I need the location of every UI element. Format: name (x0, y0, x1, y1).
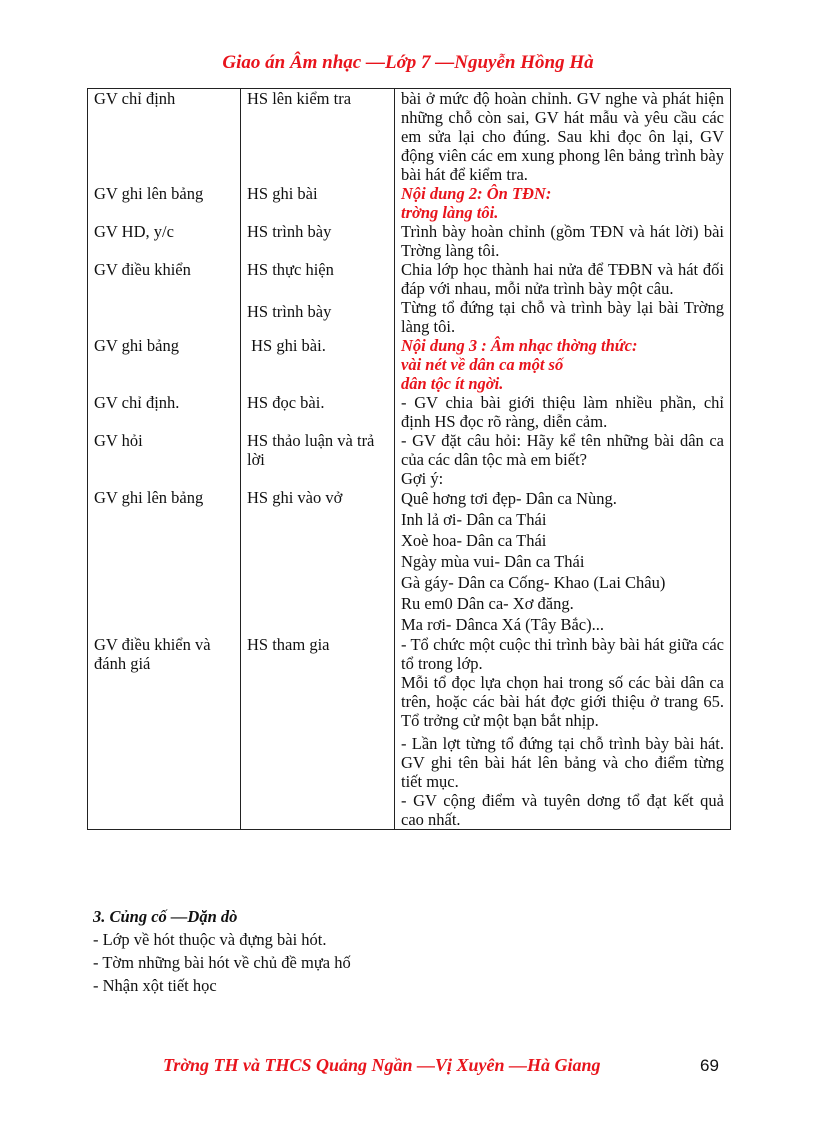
table-row (88, 635, 731, 830)
song-item: Inh lả ơi- Dân ca Thái (401, 510, 547, 529)
student-activity (241, 260, 395, 336)
heading-line: Nội dung 2: Ôn TĐN: (401, 184, 552, 203)
song-item: Gà gáy- Dân ca Cống- Khao (Lai Châu) (401, 573, 666, 592)
lesson-content (395, 431, 731, 488)
lesson-content (395, 635, 731, 830)
heading-line: Nội dung 3 : Âm nhạc thờng thức: (401, 336, 638, 355)
table-row (88, 89, 731, 185)
summary-section (93, 905, 351, 997)
content-paragraph: - GV cộng điểm và tuyên dơng tổ đạt kết quả cao nhất. (401, 791, 724, 829)
content-paragraph: Chia lớp học thành hai nửa để TĐBN và hát đối đáp với nhau, mỗi nửa trình bày một câu. (401, 260, 724, 298)
teacher-activity: GV ghi lên bảng (88, 184, 241, 222)
student-activity-item: HS trình bày (247, 302, 332, 321)
lesson-content: bài ở mức độ hoàn chỉnh. GV nghe và phát hiện những chỗ còn sai, GV hát mẫu và yêu cầu các em sửa lại cho đúng. Sau khi đọc ôn lại, GV động viên các em xung phong lên bảng trình bày bài hát để kiểm tra. (395, 89, 731, 185)
heading-line: trờng làng tôi. (401, 203, 499, 222)
table-row (88, 431, 731, 488)
page-header: Giao án Âm nhạc —Lớp 7 —Nguyễn Hồng Hà (222, 52, 594, 73)
section-heading (395, 336, 731, 393)
summary-item: - Tờm những bài hót về chủ đề mựa hố (93, 953, 351, 972)
lesson-content: - GV chia bài giới thiệu làm nhiều phần, chỉ định HS đọc rõ ràng, diễn cảm. (395, 393, 731, 431)
student-activity: HS ghi bài. (241, 336, 395, 393)
student-activity: HS lên kiểm tra (241, 89, 395, 185)
table-row (88, 260, 731, 336)
student-activity-item: HS thực hiện (247, 260, 334, 279)
song-item: Ngày mùa vui- Dân ca Thái (401, 552, 585, 571)
table-row (88, 184, 731, 222)
summary-item: - Lớp về hót thuộc và đựng bài hót. (93, 930, 327, 949)
student-activity: HS ghi vào vở (241, 488, 395, 635)
table-row (88, 393, 731, 431)
content-paragraph: - GV đặt câu hỏi: Hãy kể tên những bài dân ca của các dân tộc mà em biết? (401, 431, 724, 469)
content-paragraph: Mỗi tổ đọc lựa chọn hai trong số các bài dân ca trên, hoặc các bài hát đợc giới thiệu ở trang 65. Tổ trởng cử một bạn bắt nhịp. (401, 673, 724, 730)
summary-title: 3. Củng cố —Dặn dò (93, 907, 238, 926)
song-item: Ru em0 Dân ca- Xơ đăng. (401, 594, 574, 613)
teacher-activity: GV ghi lên bảng (88, 488, 241, 635)
heading-line: vài nét về dân ca một số (401, 355, 564, 374)
song-item: Quê hơng tơi đẹp- Dân ca Nùng. (401, 489, 617, 508)
page-number: 69 (700, 1056, 719, 1075)
lesson-content (395, 260, 731, 336)
teacher-activity: GV HD, y/c (88, 222, 241, 260)
student-activity: HS đọc bài. (241, 393, 395, 431)
teacher-activity: GV ghi bảng (88, 336, 241, 393)
student-activity: HS ghi bài (241, 184, 395, 222)
table-row (88, 336, 731, 393)
page-footer: Trờng TH và THCS Quảng Ngần —Vị Xuyên —Hà Giang (163, 1055, 601, 1075)
teacher-activity: GV hỏi (88, 431, 241, 488)
student-activity: HS thảo luận và trả lời (241, 431, 395, 488)
teacher-activity: GV chỉ định. (88, 393, 241, 431)
section-heading (395, 184, 731, 222)
summary-item: - Nhận xột tiết học (93, 976, 217, 995)
table-row (88, 488, 731, 635)
hint-label: Gợi ý: (401, 469, 444, 488)
song-item: Ma rơi- Dânca Xá (Tây Bắc)... (401, 615, 604, 634)
content-paragraph: Từng tổ đứng tại chỗ và trình bày lại bài Trờng làng tôi. (401, 298, 724, 336)
song-list (395, 488, 731, 635)
teacher-activity: GV điều khiển (88, 260, 241, 336)
content-paragraph: - Lần lợt từng tổ đứng tại chỗ trình bày bài hát. GV ghi tên bài hát lên bảng và cho điểm từng tiết mục. (401, 734, 724, 791)
lesson-table (87, 88, 731, 830)
student-activity: HS tham gia (241, 635, 395, 830)
lesson-content: Trình bày hoàn chỉnh (gồm TĐN và hát lời) bài Trờng làng tôi. (395, 222, 731, 260)
content-paragraph: - Tổ chức một cuộc thi trình bày bài hát giữa các tổ trong lớp. (401, 635, 724, 673)
teacher-activity: GV chỉ định (88, 89, 241, 185)
song-item: Xoè hoa- Dân ca Thái (401, 531, 547, 550)
student-activity: HS trình bày (241, 222, 395, 260)
heading-line: dân tộc ít ngời. (401, 374, 504, 393)
teacher-activity: GV điều khiển và đánh giá (88, 635, 241, 830)
table-row (88, 222, 731, 260)
